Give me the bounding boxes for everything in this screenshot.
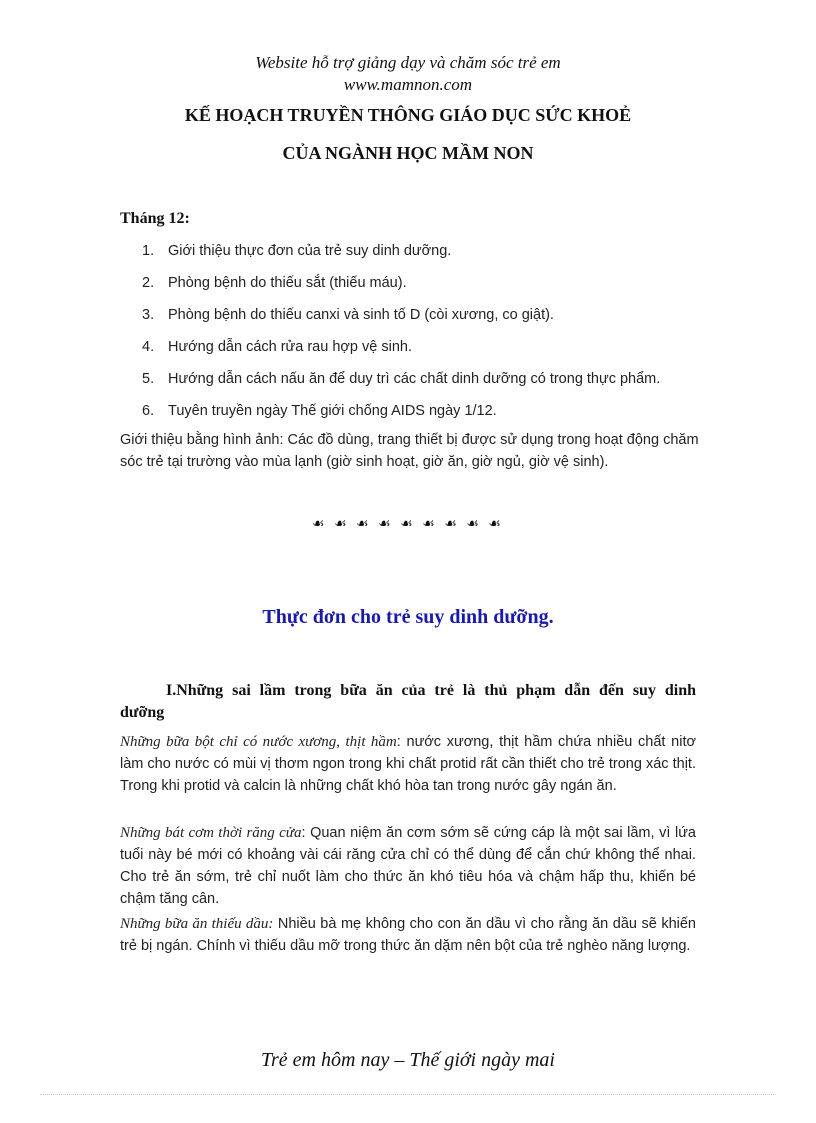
- list-item-number: 1.: [142, 243, 155, 259]
- footer-slogan: Trẻ em hôm nay – Thế giới ngày mai: [261, 1049, 555, 1071]
- paragraph-text: Nhiều bà mẹ không cho con ăn dầu vì cho rằng ăn dầu sẽ khiến trẻ bị ngán. Chính vì thiếu dầu mỡ trong thức ăn dặm nên bột của trẻ nghèo năng lượng.: [120, 916, 696, 954]
- header-website-tagline: Website hỗ trợ giảng dạy và chăm sóc trẻ em: [255, 53, 561, 72]
- body-paragraph: [120, 822, 696, 910]
- list-item: [142, 240, 722, 272]
- list-item: [142, 272, 722, 304]
- month-label: Tháng 12:: [120, 210, 190, 227]
- list-item: [142, 400, 722, 432]
- body-paragraph: [120, 731, 696, 797]
- list-item: [142, 304, 722, 336]
- paragraph-lead: Những bữa bột chỉ có nước xương, thịt hầm: [120, 734, 397, 750]
- document-title-line-2: CỦA NGÀNH HỌC MẦM NON: [282, 143, 534, 163]
- sub-heading: I.Những sai lầm trong bữa ăn của trẻ là thủ phạm dẫn đến suy dinh dưỡng: [120, 682, 696, 721]
- list-item-text: Tuyên truyền ngày Thế giới chống AIDS ngày 1/12.: [168, 403, 497, 419]
- footer-divider: [40, 1094, 776, 1095]
- section-title: Thực đơn cho trẻ suy dinh dưỡng.: [262, 606, 554, 628]
- list-item-text: Phòng bệnh do thiếu sắt (thiếu máu).: [168, 275, 407, 291]
- list-item-text: Phòng bệnh do thiếu canxi và sinh tố D (còi xương, co giật).: [168, 307, 554, 323]
- paragraph-text: : Quan niệm ăn cơm sớm sẽ cứng cáp là một sai lầm, vì lứa tuổi này bé mới có khoảng vài cái răng cửa chỉ có thể dùng để cắn chứ không thể nhai. Cho trẻ ăn sớm, trẻ chỉ nuốt làm cho thức ăn khó tiêu hóa và chậm hấp thu, khiến bé chậm tăng cân.: [120, 825, 696, 907]
- list-item-number: 5.: [142, 371, 155, 387]
- body-paragraph: [120, 913, 696, 957]
- list-item-text: Hướng dẫn cách nấu ăn để duy trì các chất dinh dưỡng có trong thực phẩm.: [168, 371, 661, 387]
- list-item-text: Hướng dẫn cách rửa rau hợp vệ sinh.: [168, 339, 412, 355]
- intro-paragraph: Giới thiệu bằng hình ảnh: Các đồ dùng, trang thiết bị được sử dụng trong hoạt động chăm sóc trẻ tại trường vào mùa lạnh (giờ sinh hoạt, giờ ăn, giờ ngủ, giờ vệ sinh).: [120, 432, 699, 470]
- list-item-number: 3.: [142, 307, 155, 323]
- list-item-number: 2.: [142, 275, 155, 291]
- list-item: [142, 336, 722, 368]
- list-item-text: Giới thiệu thực đơn của trẻ suy dinh dưỡng.: [168, 243, 452, 259]
- list-item-number: 4.: [142, 339, 155, 355]
- paragraph-lead: Những bữa ăn thiếu dầu:: [120, 916, 274, 932]
- paragraph-lead: Những bát cơm thời răng cửa: [120, 825, 302, 841]
- ornament-divider: ☙ ☙ ☙ ☙ ☙ ☙ ☙ ☙ ☙: [312, 517, 504, 532]
- header-website-url: www.mamnon.com: [343, 75, 473, 94]
- paragraph-text: : nước xương, thịt hầm chứa nhiều chất nitơ làm cho nước có mùi vị thơm ngon trong khi chất protid rất cần thiết cho trẻ trong xác thịt. Trong khi protid và calcin là những chất khó hòa tan trong nước gây ngán ăn.: [120, 734, 696, 794]
- list-item-number: 6.: [142, 403, 155, 419]
- topic-list: [142, 240, 722, 432]
- list-item: [142, 368, 722, 400]
- document-title-line-1: KẾ HOẠCH TRUYỀN THÔNG GIÁO DỤC SỨC KHOẺ: [184, 105, 632, 125]
